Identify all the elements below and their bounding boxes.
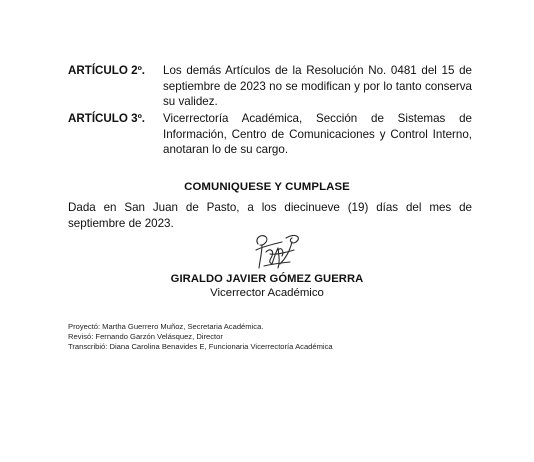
article-2-label: ARTÍCULO 2º. [68,64,146,77]
closing-heading: COMUNIQUESE Y CUMPLASE [184,181,350,193]
article-3-label: ARTÍCULO 3º. [68,112,146,125]
signer-title: Vicerrector Académico [210,287,324,299]
footer-projected: Proyectó: Martha Guerrero Muñoz, Secretaria Académica. [68,322,264,331]
document-footer [68,322,488,352]
footer-reviewed: Revisó: Fernando Garzón Velásquez, Director [68,332,223,341]
footer-transcribed: Transcribió: Diana Carolina Benavides E, Funcionaria Vicerrectoría Académica [68,342,333,351]
given-statement: Dada en San Juan de Pasto, a los diecinueve (19) días del mes de septiembre de 2023. [68,201,472,230]
article-2-text: Los demás Artículos de la Resolución No. 0481 del 15 de septiembre de 2023 no se modifican y por lo tanto conserva su validez. [163,64,472,109]
article-3-text: Vicerrectoría Académica, Sección de Sistemas de Información, Centro de Comunicaciones y Control Interno, anotaran lo de su cargo. [163,112,472,157]
signer-name: GIRALDO JAVIER GÓMEZ GUERRA [170,273,364,285]
handwritten-signature [248,228,308,274]
